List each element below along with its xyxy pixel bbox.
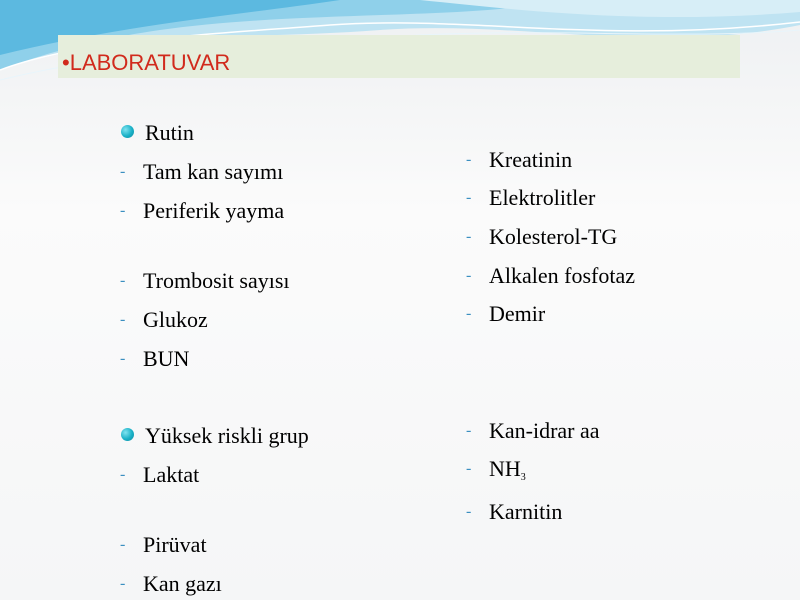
dash-icon: -: [120, 575, 126, 592]
list-item: - Kan gazı: [120, 571, 222, 596]
title-band: [58, 35, 740, 78]
dash-icon: -: [120, 350, 126, 367]
dash-icon: -: [120, 163, 126, 180]
list-item: - Karnitin: [466, 499, 563, 524]
list-item: - Demir: [466, 301, 546, 326]
dash-icon: -: [466, 228, 472, 245]
list-item: Yüksek riskli grup: [145, 423, 309, 449]
dash-icon: -: [120, 536, 126, 553]
list-item: - Tam kan sayımı: [120, 159, 284, 184]
dash-icon: -: [120, 311, 126, 328]
list-item: - Glukoz: [120, 307, 208, 332]
list-item: - $NH_3$: [466, 456, 526, 483]
dash-icon: -: [120, 272, 126, 289]
dash-icon: -: [466, 422, 472, 439]
bullet-icon: [121, 125, 134, 138]
list-item: Rutin: [145, 120, 194, 146]
bullet-icon: [121, 428, 134, 441]
list-item: - Laktat: [120, 462, 200, 487]
list-item: - Pirüvat: [120, 532, 207, 557]
dash-icon: -: [120, 466, 126, 483]
dash-icon: -: [466, 305, 472, 322]
list-item: - Kan-idrar aa: [466, 418, 600, 443]
dash-icon: -: [466, 267, 472, 284]
list-item: - Kreatinin: [466, 147, 573, 172]
dash-icon: -: [466, 151, 472, 168]
list-item: - Elektrolitler: [466, 185, 596, 210]
dash-icon: -: [466, 503, 472, 520]
list-item: - Kolesterol-TG: [466, 224, 618, 249]
list-item: - Alkalen fosfotaz: [466, 263, 635, 288]
dash-icon: -: [466, 189, 472, 206]
dash-icon: -: [466, 460, 472, 477]
dash-icon: -: [120, 202, 126, 219]
list-item: - Trombosit sayısı: [120, 268, 290, 293]
list-item: - BUN: [120, 346, 190, 371]
list-item: - Periferik yayma: [120, 198, 285, 223]
slide-title: •LABORATUVAR: [62, 50, 231, 75]
